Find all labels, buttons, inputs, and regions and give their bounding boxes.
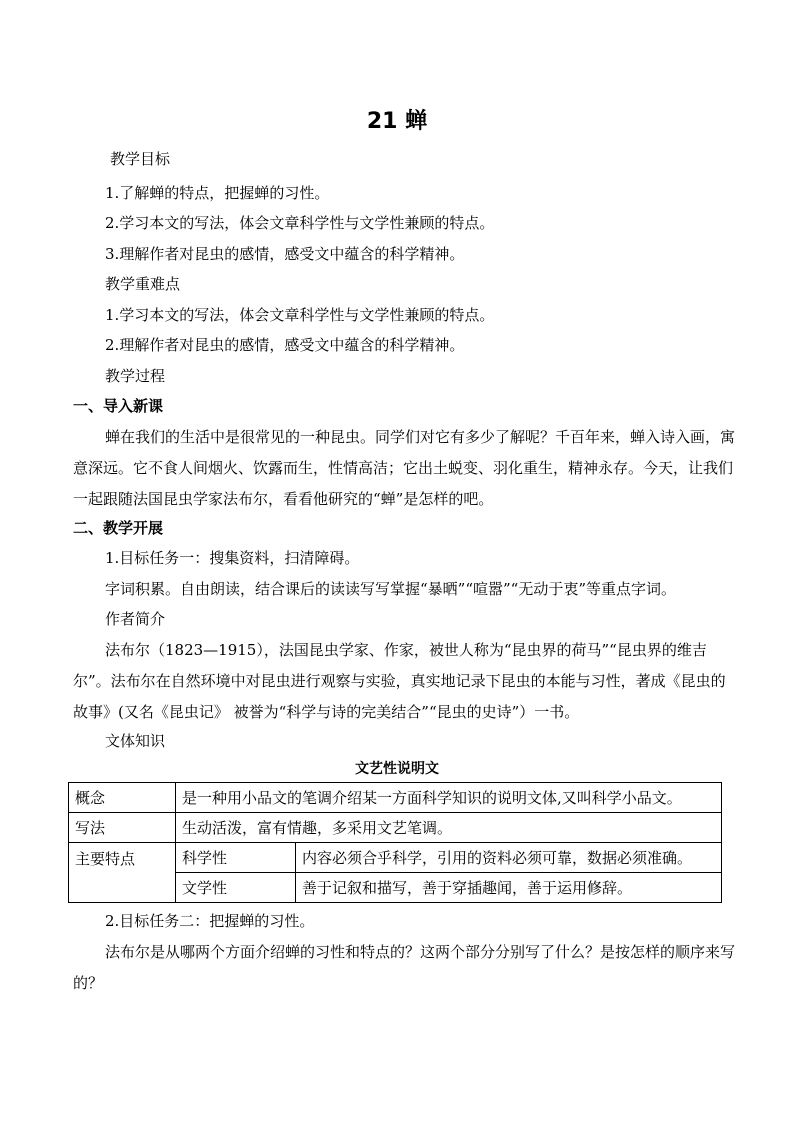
table-row — [69, 843, 722, 873]
goal-item: 2.学习本文的写法，体会文章科学性与文学性兼顾的特点。 — [105, 214, 495, 232]
process-heading: 教学过程 — [105, 367, 166, 385]
science-label: 科学性 — [176, 843, 296, 873]
genre-table — [68, 782, 722, 903]
part1-paragraph: 蝉在我们的生活中是很常见的一种昆虫。同学们对它有多少了解呢？千百年来，蝉入诗入画，寓意深远。它不食人间烟火、饮露而生，性情高洁；它出土蜕变、羽化重生，精神永存。今天，让我们一起跟随法国昆虫学家法布尔，看看他研究的“蝉”是怎样的吧。 — [73, 428, 736, 508]
genre-heading: 文体知识 — [105, 732, 166, 750]
part1-heading: 一、导入新课 — [73, 397, 164, 415]
part2-heading: 二、教学开展 — [73, 519, 164, 537]
table-caption: 文艺性说明文 — [355, 761, 439, 777]
style-label: 写法 — [69, 813, 176, 843]
literary-value: 善于记叙和描写，善于穿插趣闻，善于运用修辞。 — [296, 873, 722, 903]
author-heading: 作者简介 — [105, 610, 166, 628]
concept-label: 概念 — [69, 783, 176, 813]
goal-item: 1.了解蝉的特点，把握蝉的习性。 — [105, 184, 330, 202]
features-label: 主要特点 — [69, 843, 176, 903]
science-value: 内容必须合乎科学，引用的资料必须可靠，数据必须准确。 — [296, 843, 722, 873]
literary-label: 文学性 — [176, 873, 296, 903]
vocab-text: 字词积累。自由朗读，结合课后的读读写写掌握“暴晒”“喧嚣”“无动于衷”等重点字词。 — [105, 580, 677, 598]
table-row — [69, 813, 722, 843]
style-value: 生动活泼，富有情趣，多采用文艺笔调。 — [176, 813, 722, 843]
table-row — [69, 783, 722, 813]
goal-item: 3.理解作者对昆虫的感情，感受文中蕴含的科学精神。 — [105, 245, 465, 263]
goals-heading: 教学目标 — [110, 150, 171, 168]
concept-value: 是一种用小品文的笔调介绍某一方面科学知识的说明文体,又叫科学小品文。 — [176, 783, 722, 813]
question-paragraph: 法布尔是从哪两个方面介绍蝉的习性和特点的？这两个部分分别写了什么？是按怎样的顺序来写的？ — [73, 943, 736, 992]
task1-text: 1.目标任务一：搜集资料，扫清障碍。 — [105, 549, 360, 567]
key-point-item: 1.学习本文的写法，体会文章科学性与文学性兼顾的特点。 — [105, 306, 495, 324]
key-heading: 教学重难点 — [105, 275, 181, 293]
task2-text: 2.目标任务二：把握蝉的习性。 — [105, 912, 315, 930]
author-paragraph: 法布尔（1823—1915），法国昆虫学家、作家，被世人称为“昆虫界的荷马”“昆虫界的维吉尔”。法布尔在自然环境中对昆虫进行观察与实验，真实地记录下昆虫的本能与习性，著成《昆虫的故事》(又名《昆虫记》 被誉为“科学与诗的完美结合”“昆虫的史诗”）一书。 — [73, 641, 726, 721]
key-point-item: 2.理解作者对昆虫的感情，感受文中蕴含的科学精神。 — [105, 336, 465, 354]
page-title: 21 蝉 — [366, 109, 428, 134]
